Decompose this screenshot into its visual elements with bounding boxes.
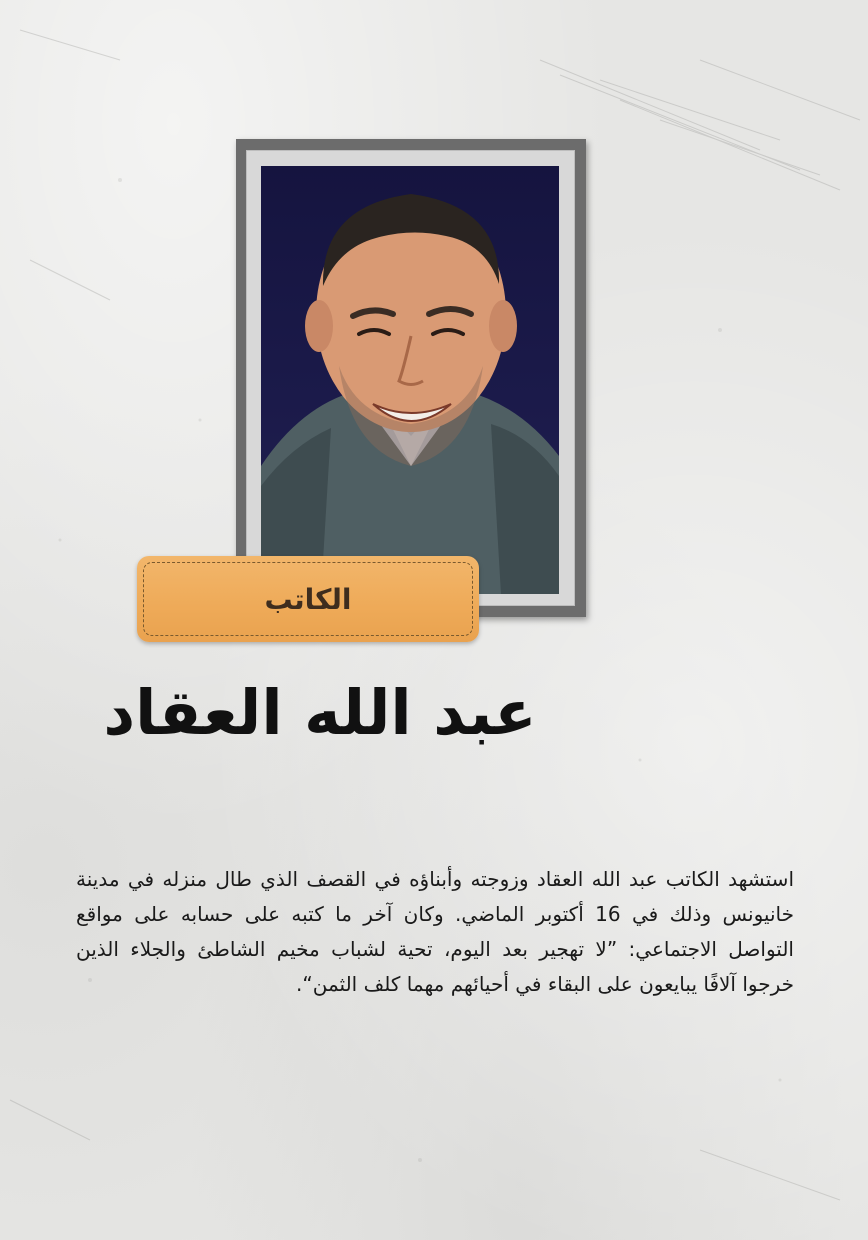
author-portrait bbox=[261, 166, 559, 594]
role-label-tag bbox=[137, 556, 479, 642]
role-label: الكاتب bbox=[264, 582, 352, 616]
author-bio: استشهد الكاتب عبد الله العقاد وزوجته وأبناؤه في القصف الذي طال منزله في مدينة خانيونس وذلك في 16 أكتوبر الماضي. وكان آخر ما كتبه على حسابه على مواقع التواصل الاجتماعي: ”لا تهجير بعد اليوم، تحية لشباب مخيم الشاطئ والجلاء الذين خرجوا آلافًا يبايعون على البقاء في أحيائهم مهما كلف الثمن“. bbox=[76, 867, 794, 996]
author-name: عبد الله العقاد bbox=[103, 676, 537, 749]
